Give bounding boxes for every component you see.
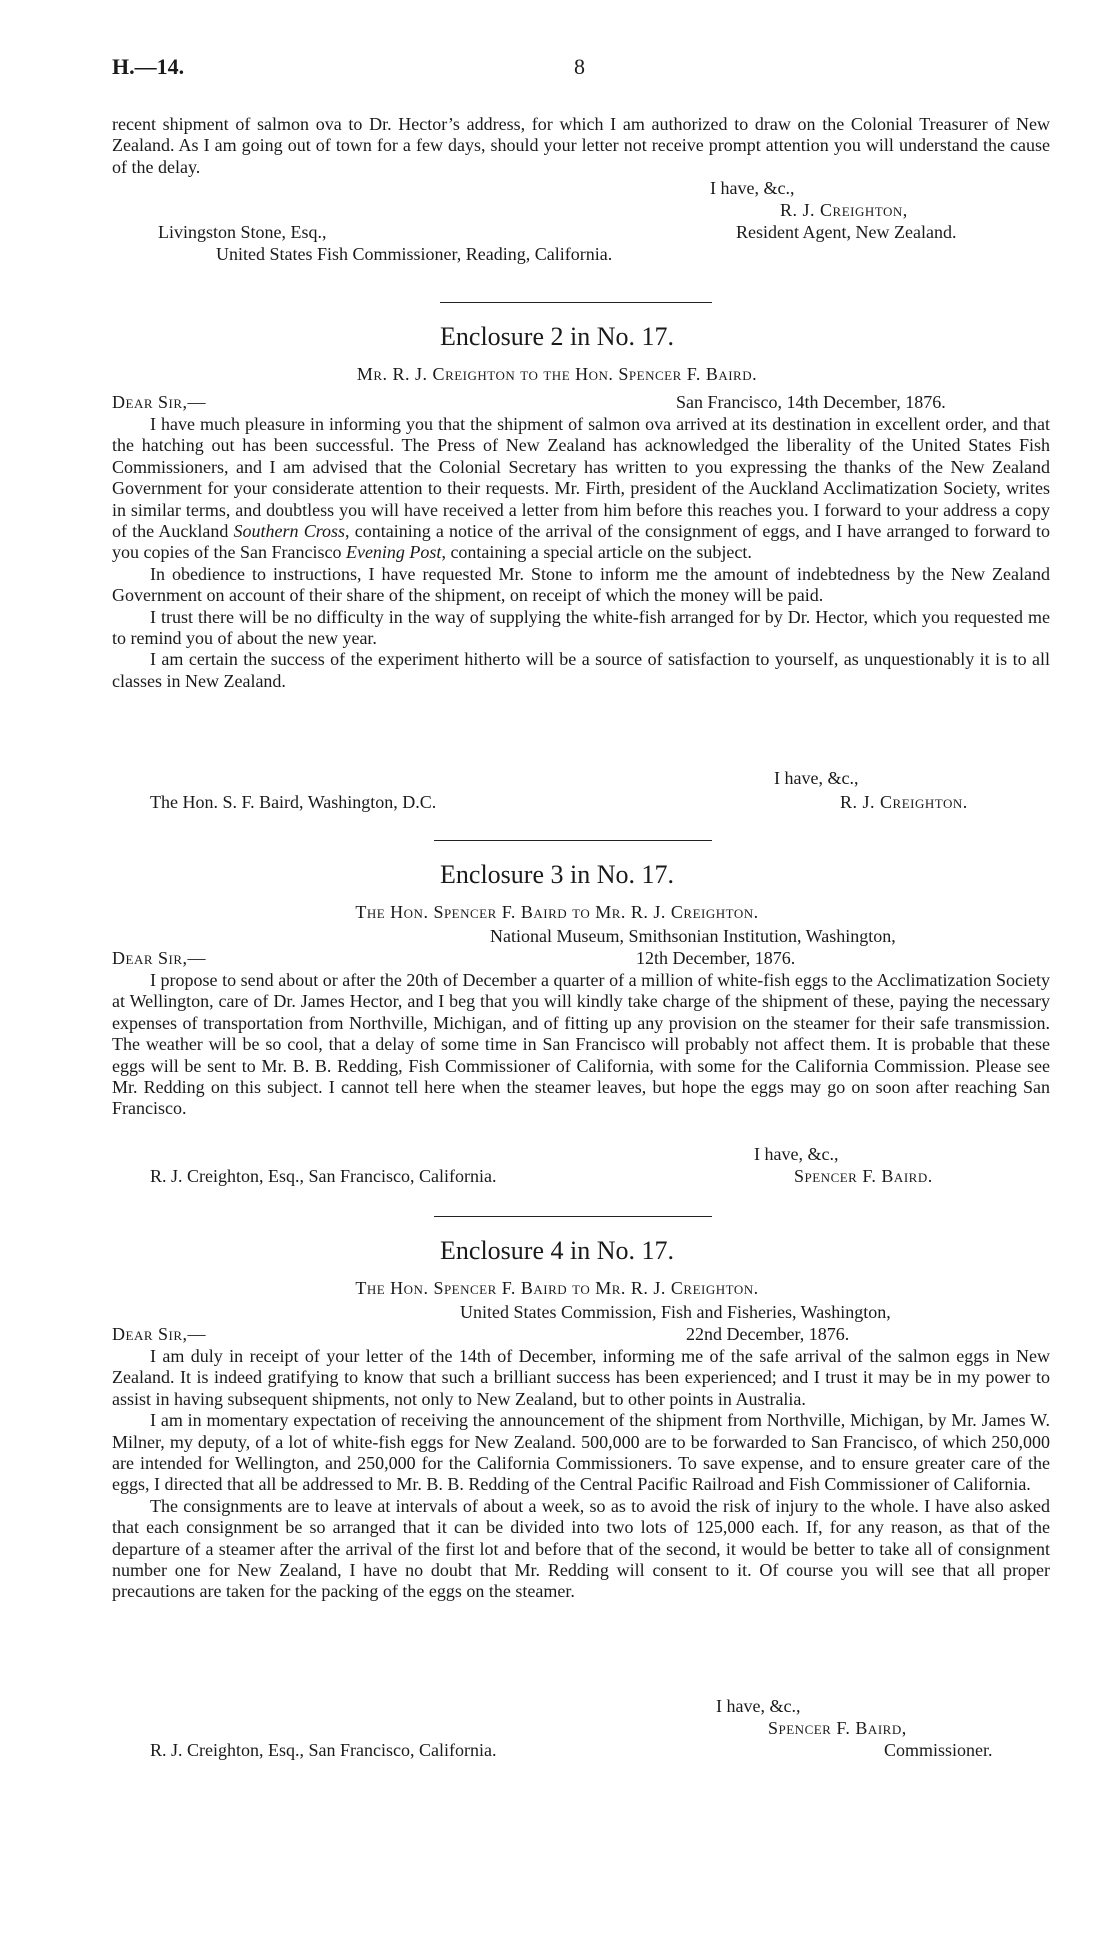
signer-title: Resident Agent, New Zealand. [736,222,957,242]
text-run: I have much pleasure in informing you that the shipment of salmon ova arrived at its destination in excellent order, and that the hatching out has been successful. The Press of New Zealand has acknowledged the liberality of the United States Fish Commissioners, and I am advised that the Colonial Secretary has written to you expressing the thanks of the New Zealand Government for your considerate attention to their requests. Mr. Firth, president of the Auckland Acclimatization Society, writes in similar terms, and doubtless you will have received a letter from him before this reaches you. I forward to your address a copy of the Auckland [112,414,1050,542]
closing: I have, &c., [716,1696,801,1716]
text-run: , containing a notice of the arrival of the consignment of eggs, and I have arranged to forward to you copies of the San Francisco [112,521,1050,563]
letter-body [112,970,1050,1120]
document-reference: H.—14. [112,54,185,79]
paragraph: In obedience to instructions, I have requested Mr. Stone to inform me the amount of indebtedness by the New Zealand Government on account of their share of the shipment, on receipt of which the money will be paid. [112,563,1050,606]
closing: I have, &c., [774,768,859,788]
addressee-name: R. J. Creighton, Esq., San Francisco, California. [150,1740,497,1760]
date: 12th December, 1876. [636,948,796,968]
salutation: Dear Sir,— [112,1324,207,1344]
closing: I have, &c., [710,178,795,198]
addressee-name: R. J. Creighton, Esq., San Francisco, California. [150,1166,497,1186]
closing: I have, &c., [754,1144,839,1164]
letter-body [112,1346,1050,1603]
enclosure-from-to: The Hon. Spencer F. Baird to Mr. R. J. Creighton. [355,902,759,922]
paragraph: I am in momentary expectation of receiving the announcement of the shipment from Northville, Michigan, by Mr. James W. Milner, my deputy, of a lot of white-fish eggs for New Zealand. 500,000 are to be forwarded to San Francisco, of which 250,000 are intended for Wellington, and 250,000 for the California Commissioners. To save expense, and to ensure greater care of the eggs, I directed that all be addressed to Mr. B. B. Redding of the Central Pacific Railroad and Fish Commissioner of California. [112,1410,1050,1495]
enclosure-from-to: Mr. R. J. Creighton to the Hon. Spencer F. Baird. [356,364,758,384]
place: National Museum, Smithsonian Institution, Washington, [490,926,896,946]
enclosure-heading: Enclosure 2 in No. 17. [440,322,674,351]
signer-name: R. J. Creighton, [780,200,908,220]
paragraph: I trust there will be no difficulty in the way of supplying the white-fish arranged for by Dr. Hector, which you requested me to remind you of about the new year. [112,606,1050,649]
enclosure-from-to: The Hon. Spencer F. Baird to Mr. R. J. Creighton. [355,1278,759,1298]
paragraph: I am certain the success of the experiment hitherto will be a source of satisfaction to yourself, as unquestionably it is to all classes in New Zealand. [112,649,1050,691]
text-run: , containing a special article on the subject. [441,542,752,563]
signer-name: Spencer F. Baird. [794,1166,933,1186]
salutation: Dear Sir,— [112,948,207,968]
newspaper-title: Evening Post [345,542,442,563]
divider [434,1216,712,1217]
paragraph: recent shipment of salmon ova to Dr. Hector’s address, for which I am authorized to draw on the Colonial Treasurer of New Zealand. As I am going out of town for a few days, should your letter not receive prompt attention you will understand the cause of the delay. [112,114,1050,177]
addressee-title: United States Fish Commissioner, Reading, California. [216,244,613,264]
addressee-name: The Hon. S. F. Baird, Washington, D.C. [150,792,437,812]
salutation: Dear Sir,— [112,392,207,412]
divider [434,840,712,841]
enclosure-heading: Enclosure 3 in No. 17. [440,860,674,889]
signer-name: R. J. Creighton. [840,792,968,812]
paragraph: The consignments are to leave at intervals of about a week, so as to avoid the risk of injury to the whole. I have also asked that each consignment be so arranged that it can be divided into two lots of 125,000 each. If, for any reason, as that of the departure of a steamer after the arrival of the first lot and before that of the second, it would be better to take all of consignment number one for New Zealand, I have no doubt that Mr. Redding will consent to it. Of course you will see that all proper precautions are taken for the packing of the eggs on the steamer. [112,1495,1050,1602]
paragraph: I propose to send about or after the 20th of December a quarter of a million of white-fish eggs to the Acclimatization Society at Wellington, care of Dr. James Hector, and I beg that you will kindly take charge of the shipment of these, paying the necessary expenses of transportation from Northville, Michigan, and of fitting up any provision on the steamer for their safe transmission. The weather will be so cool, that a delay of some time in San Francisco will probably not affect them. It is probable that these eggs will be sent to Mr. B. B. Redding, Fish Commissioner of California, with some for the California Commission. Please see Mr. Redding on this subject. I cannot tell here when the steamer leaves, but hope the eggs may go on soon after reaching San Francisco. [112,970,1050,1119]
signer-title: Commissioner. [884,1740,993,1760]
divider [440,302,712,303]
addressee-name: Livingston Stone, Esq., [158,222,327,242]
place: United States Commission, Fish and Fisheries, Washington, [460,1302,891,1322]
paragraph: I am duly in receipt of your letter of the 14th of December, informing me of the safe arrival of the salmon eggs in New Zealand. It is indeed gratifying to know that such a brilliant success has been experienced; and I trust it may be in my power to assist in having subsequent shipments, not only to New Zealand, but to other points in Australia. [112,1346,1050,1409]
place-date: San Francisco, 14th December, 1876. [676,392,946,412]
signer-name: Spencer F. Baird, [768,1718,907,1738]
letter-body [112,414,1050,692]
newspaper-title: Southern Cross [233,521,346,542]
letter-body [112,114,1050,178]
paragraph [112,414,1050,564]
page-number: 8 [574,54,585,79]
date: 22nd December, 1876. [686,1324,850,1344]
enclosure-heading: Enclosure 4 in No. 17. [440,1236,674,1265]
